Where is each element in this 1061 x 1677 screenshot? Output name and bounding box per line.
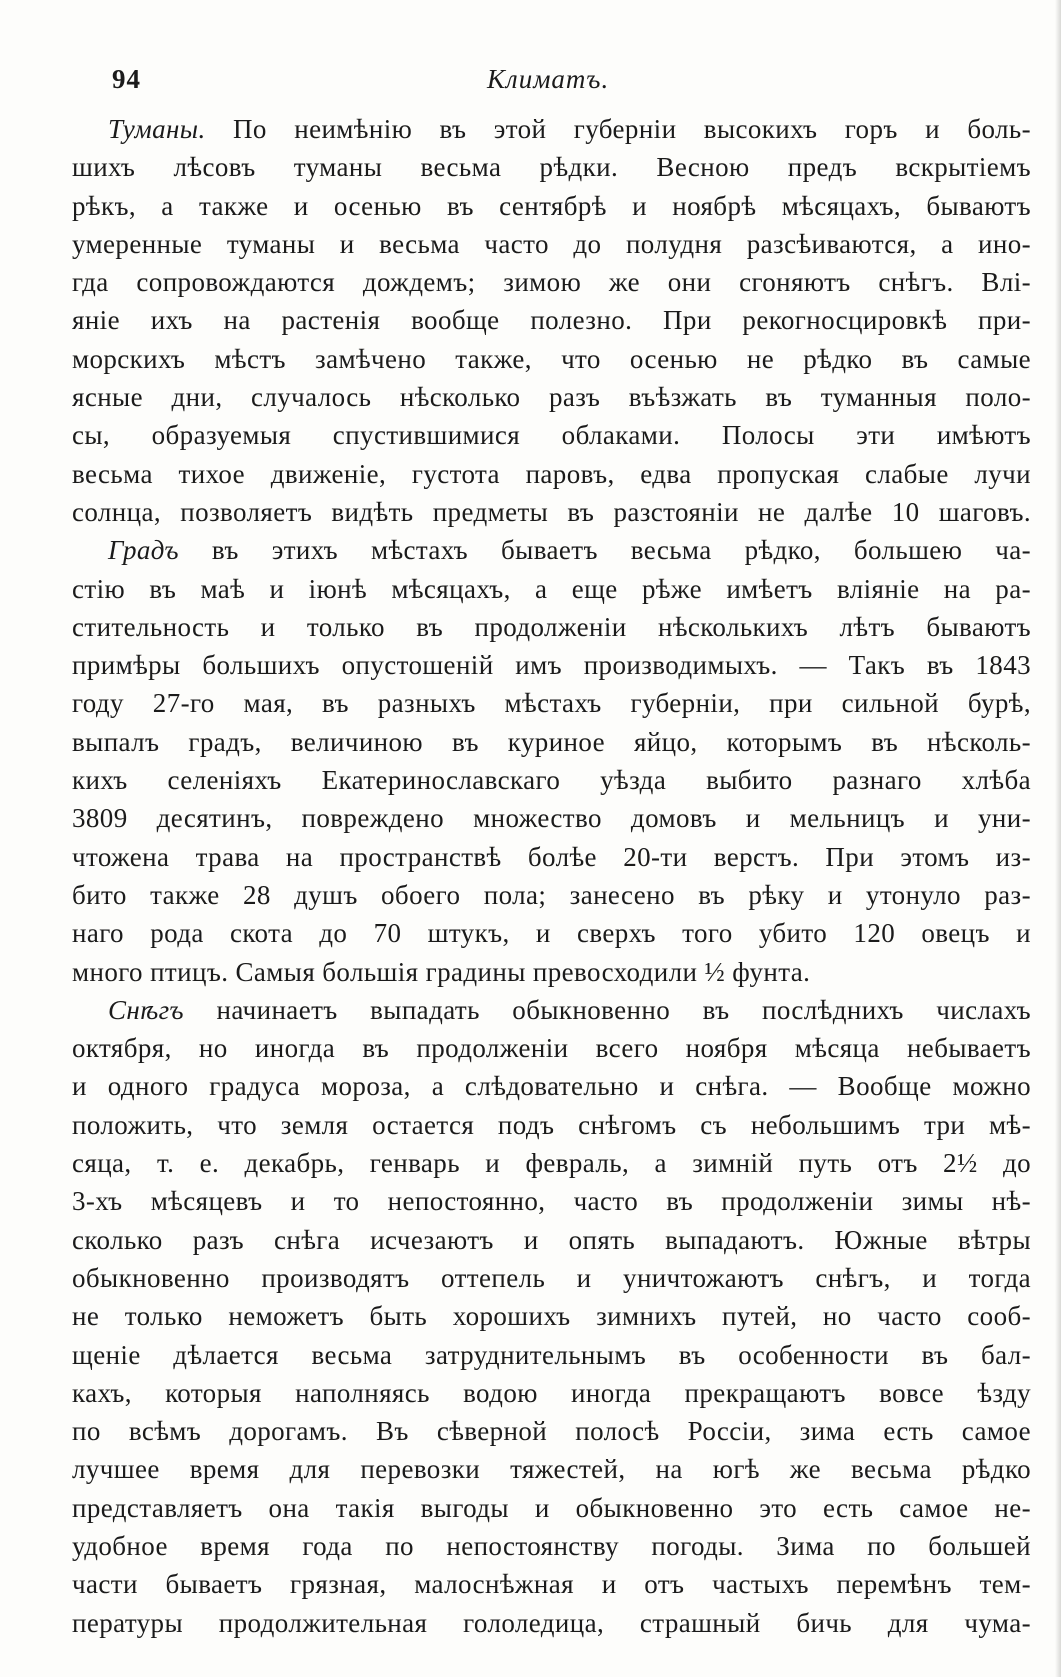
- text-line: лучшее время для перевозки тяжестей, на югѣ же весьма рѣдко: [72, 1454, 1031, 1485]
- text-line: [72, 110, 1031, 148]
- paragraph-hail: [72, 531, 1031, 991]
- text-line: морскихъ мѣстъ замѣчено также, что осенью не рѣдко въ самые: [72, 343, 1031, 374]
- text-line: представляетъ она такія выгоды и обыкновенно это есть самое не-: [72, 1492, 1031, 1523]
- text-line: 3809 десятинъ, повреждено множество домовъ и мельницъ и уни-: [72, 803, 1031, 834]
- text-line: и одного градуса мороза, а слѣдовательно и снѣга. — Вообще можно: [72, 1071, 1031, 1102]
- text-line: октября, но иногда въ продолженіи всего ноября мѣсяца небываетъ: [72, 1033, 1031, 1064]
- running-title: Климатъ.: [487, 64, 610, 94]
- text-line: [72, 531, 1031, 569]
- text-line: кихъ селеніяхъ Екатеринославскаго уѣзда выбито разнаго хлѣба: [72, 765, 1031, 796]
- text-line: наго рода скота до 70 штукъ, и сверхъ того убито 120 овецъ и: [72, 918, 1031, 949]
- text-line: чтожена трава на пространствѣ болѣе 20-ти верстъ. При этомъ из-: [72, 841, 1031, 872]
- text-line: выпалъ градъ, величиною въ куриное яйцо, которымъ въ нѣсколь-: [72, 726, 1031, 757]
- text-line: рѣкъ, а также и осенью въ сентябрѣ и ноябрѣ мѣсяцахъ, бываютъ: [72, 190, 1031, 221]
- text-line: щеніе дѣлается весьма затруднительнымъ въ особенности въ бал-: [72, 1339, 1031, 1370]
- text-line: кахъ, которыя наполняясь водою иногда прекращаютъ вовсе ѣзду: [72, 1377, 1031, 1408]
- text-line: ясные дни, случалось нѣсколько разъ въѣзжать въ туманныя поло-: [72, 382, 1031, 413]
- text-line: сы, образуемыя спустившимися облаками. Полосы эти имѣютъ: [72, 420, 1031, 451]
- text-line: году 27-го мая, въ разныхъ мѣстахъ губерніи, при сильной бурѣ,: [72, 688, 1031, 719]
- paragraph-lead: Снѣгъ: [108, 994, 184, 1025]
- text-line: положить, что земля остается подъ снѣгомъ съ небольшимъ три мѣ-: [72, 1109, 1031, 1140]
- text-line: солнца, позволяетъ видѣть предметы въ разстояніи не далѣе 10 шаговъ.: [72, 496, 1031, 527]
- page-number: 94: [112, 64, 141, 94]
- text-line: стительность и только въ продолженіи нѣсколькихъ лѣтъ бываютъ: [72, 611, 1031, 642]
- line-text: начинаетъ выпадать обыкновенно въ послѣднихъ числахъ: [183, 994, 1031, 1025]
- paragraph-lead: Туманы.: [108, 114, 206, 144]
- text-line: части бываетъ грязная, малоснѣжная и отъ частыхъ перемѣнъ тем-: [72, 1569, 1031, 1600]
- text-line: обыкновенно производятъ оттепель и уничтожаютъ снѣгъ, и тогда: [72, 1262, 1031, 1293]
- text-line: шихъ лѣсовъ туманы весьма рѣдки. Весною предъ вскрытіемъ: [72, 152, 1031, 183]
- text-line: сяца, т. е. декабрь, генварь и февраль, а зимній путь отъ 2½ до: [72, 1148, 1031, 1179]
- text-line: гда сопровождаются дождемъ; зимою же они сгоняютъ снѣгъ. Влі-: [72, 267, 1031, 298]
- text-line: бито также 28 душъ обоего пола; занесено въ рѣку и утонуло раз-: [72, 879, 1031, 910]
- text-line: сколько разъ снѣга исчезаютъ и опять выпадаютъ. Южные вѣтры: [72, 1224, 1031, 1255]
- scan-edge: [1055, 0, 1061, 1677]
- text-line: много птицъ. Самыя большія градины превосходили ½ фунта.: [72, 956, 811, 987]
- text-line: [72, 991, 1031, 1029]
- text-line: стію въ маѣ и іюнѣ мѣсяцахъ, а еще рѣже имѣетъ вліяніе на ра-: [72, 573, 1031, 604]
- text-line: весьма тихое движеніе, густота паровъ, едва пропуская слабые лучи: [72, 458, 1031, 489]
- text-line: не только неможетъ быть хорошихъ зимнихъ путей, но часто сооб-: [72, 1301, 1031, 1332]
- paragraph-fog: [72, 110, 1031, 531]
- body-text: [72, 110, 1031, 1642]
- paragraph-lead: Градъ: [108, 535, 179, 566]
- text-line: по всѣмъ дорогамъ. Въ сѣверной полосѣ Россіи, зима есть самое: [72, 1416, 1031, 1447]
- text-line: 3-хъ мѣсяцевъ и то непостоянно, часто въ продолженіи зимы нѣ-: [72, 1186, 1031, 1217]
- text-line: умеренные туманы и весьма часто до полудня разсѣиваются, а ино-: [72, 228, 1031, 259]
- paragraph-snow: [72, 991, 1031, 1642]
- text-line: яніе ихъ на растенія вообще полезно. При рекогносцировкѣ при-: [72, 305, 1031, 336]
- line-text: По неимѣнію въ этой губерніи высокихъ горъ и боль-: [205, 114, 1031, 144]
- page-header: [72, 50, 1031, 110]
- text-line: удобное время года по непостоянству погоды. Зима по большей: [72, 1530, 1031, 1561]
- line-text: въ этихъ мѣстахъ бываетъ весьма рѣдко, большею ча-: [178, 535, 1031, 566]
- text-line: примѣры большихъ опустошеній имъ производимыхъ. — Такъ въ 1843: [72, 650, 1031, 681]
- text-line: пературы продолжительная гололедица, страшный бичь для чума-: [72, 1607, 1031, 1638]
